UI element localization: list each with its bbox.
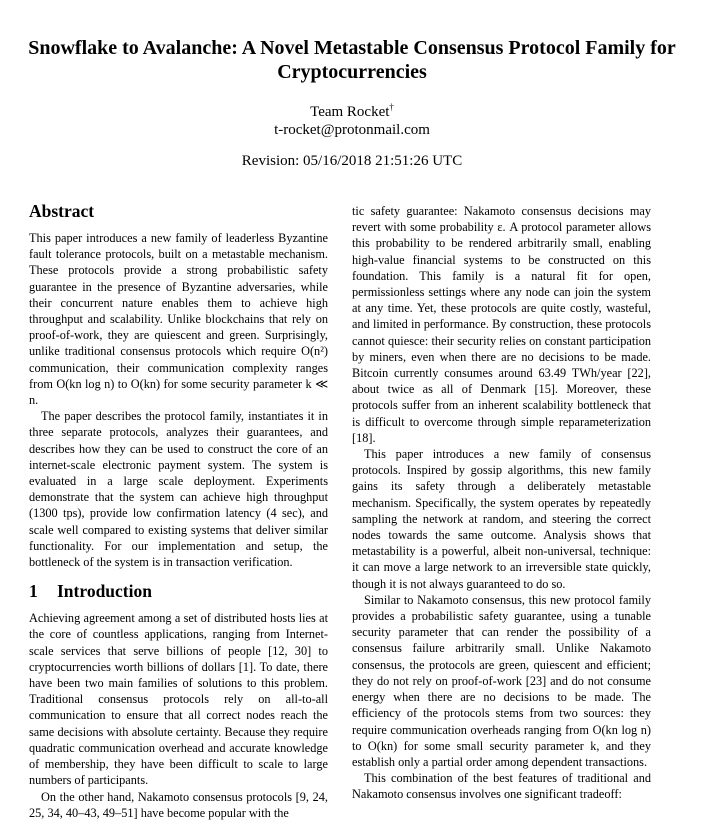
body-paragraph: Similar to Nakamoto consensus, this new protocol family provides a probabilistic safety guarantee, using a tunable security parameter that can render the possibility of a consensus failure arbitrarily small. Unlike Nakamoto consensus, the protocols are green, quiescent and efficient; they do not rely on proof-of-work [23] and do not consume energy when there are no decisions to be made. The efficiency of the protocols stems from two sources: they require communication overheads ranging from O(kn log n) to O(kn) for some small security parameter k, and they establish only a partial order among dependent transactions. (352, 592, 651, 769)
author-email: t-rocket@protonmail.com (274, 122, 430, 138)
body-paragraph: This combination of the best features of traditional and Nakamoto consensus involves one significant tradeoff: (352, 771, 651, 802)
paper-title: Snowflake to Avalanche: A Novel Metastable Consensus Protocol Family for Cryptocurrencies (28, 37, 676, 83)
intro-paragraph: Achieving agreement among a set of distributed hosts lies at the core of countless applications, ranging from Internet-scale services that serve billions of people [12, 30] to cryptocurrencies worth billions of dollars [1]. To date, there have been two main families of solutions to this problem. Traditional consensus protocols rely on all-to-all communication to ensure that all correct nodes reach the same decisions with absolute certainty. Because they require quadratic communication overhead and accurate knowledge of membership, they have been difficult to scale to large numbers of participants. (29, 611, 328, 788)
abstract-heading: Abstract (29, 201, 95, 221)
section-title: Introduction (57, 581, 152, 602)
abstract-paragraph: The paper describes the protocol family, instantiates it in three separate protocols, analyzes their guarantees, and describes how they can be used to construct the core of an internet-scale electronic payment system. The system is evaluated in a large scale deployment. Experiments demonstrate that the system can achieve high throughput (1300 tps), provide low confirmation latency (4 sec), and scale well compared to existing systems that deliver similar functionality. For our implementation and setup, the bottleneck of the system is in transaction verification. (29, 409, 328, 570)
body-paragraph: This paper introduces a new family of consensus protocols. Inspired by gossip algorithms, this new family gains its safety through a deliberately metastable mechanism. Specifically, the system operates by repeatedly sampling the network at random, and steering the correct nodes towards the same outcome. Analysis shows that metastability is a powerful, albeit non-universal, technique: it can move a large network to an irreversible state quickly, though it is not always guaranteed to do so. (352, 447, 651, 591)
right-column (352, 203, 651, 803)
section-number: 1 (29, 581, 38, 602)
abstract-paragraph: This paper introduces a new family of leaderless Byzantine fault tolerance protocols, built on a metastable mechanism. These protocols provide a strong probabilistic safety guarantee in the presence of Byzantine adversaries, while their concurrent nature enables them to achieve high throughput and scalability. Unlike blockchains that rely on proof-of-work, they are quiescent and green. Surprisingly, unlike traditional consensus protocols which require O(n²) communication, their communication complexity ranges from O(kn log n) to O(kn) for some security parameter k ≪ n. (29, 231, 328, 408)
intro-paragraph: On the other hand, Nakamoto consensus protocols [9, 24, 25, 34, 40–43, 49–51] have become popular with the (29, 789, 328, 820)
author-name: Team Rocket (310, 104, 390, 120)
left-column (29, 200, 328, 821)
author-footnote-mark: † (389, 102, 394, 112)
author-block (0, 104, 704, 121)
revision-line: Revision: 05/16/2018 21:51:26 UTC (241, 153, 463, 169)
body-paragraph: tic safety guarantee: Nakamoto consensus decisions may revert with some probability ε. A protocol parameter allows this probability to be rendered arbitrarily small, enabling high-value financial systems to be constructed on this foundation. This family is a natural fit for open, permissionless settings where any node can join the system at any time. Yet, these protocols are quite costly, wasteful, and limited in performance. By construction, these protocols cannot quiesce: their security relies on constant participation by miners, even when there are no decisions to be made. Bitcoin currently consumes around 63.49 TWh/year [22], about twice as all of Denmark [15]. Moreover, these protocols suffer from an inherent scalability bottleneck that is difficult to overcome through simple reparameterization [18]. (352, 204, 651, 445)
section-heading (29, 580, 328, 602)
